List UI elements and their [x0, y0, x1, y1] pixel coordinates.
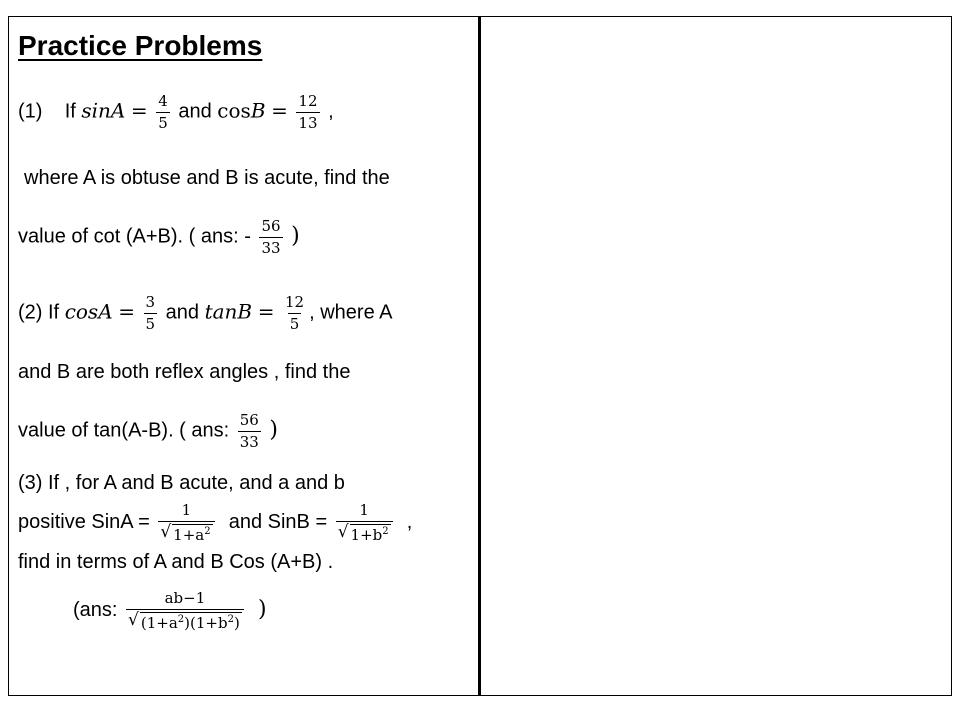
equals-sign: = — [130, 98, 148, 123]
fraction-1-over-sqrt-1-plus-a2: 1 √ $1+a^2$ — [158, 502, 214, 543]
problem-1-line-1 — [18, 93, 334, 131]
problem-2-line-3: value of tan(A-B). ( ans: $\frac{56}{33}$ ) — [18, 411, 279, 451]
fraction-4-5: $\frac{4}{5}$ — [158, 92, 168, 132]
problem-1-line-2: where A is obtuse and B is acute, find the — [24, 167, 390, 189]
problem-1-number: (1) — [18, 100, 43, 123]
page-title: Practice Problems — [18, 30, 263, 61]
and-word: and — [178, 100, 212, 123]
problem-3-line-1: (3) If , for A and B acute, and a and b — [18, 472, 345, 494]
fraction-12-5: $\frac{12}{5}$ — [285, 293, 305, 333]
fraction-1-over-sqrt-1-plus-b2: 1 √ $1+b^2$ — [336, 502, 393, 543]
b-symbol: B — [250, 98, 266, 123]
answer-fraction-56-33: $\frac{56}{33}$ — [261, 217, 281, 257]
problem-1-if: If — [64, 100, 76, 123]
problem-2-line-2: and B are both reflex angles , find the — [18, 361, 351, 383]
fraction-12-13: $\frac{12}{13}$ — [298, 92, 318, 132]
cos-a-symbol: cosA — [64, 299, 113, 324]
problem-1-line-3: value of cot (A+B). ( ans: - $\frac{56}{33}$ ) — [18, 217, 300, 257]
problem-3-answer: (ans: ab−1 √ $(1+a^2)(1+b^2)$ ) — [73, 589, 267, 632]
sin-a-symbol: sinA — [81, 98, 126, 123]
comma: , — [328, 100, 334, 123]
tan-b-symbol: tanB — [204, 299, 253, 324]
equals-sign: = — [271, 98, 288, 123]
problem-2-line-1: (2) If cosA = $\frac{3}{5}$ and tanB = $\frac{12}{5}$ , where A — [18, 293, 393, 333]
answer-fraction-56-33: $\frac{56}{33}$ — [239, 411, 259, 451]
problem-3-line-2: positive SinA = 1 √ $1+a^2$ and SinB = 1 √ $1+b^2$ , — [18, 501, 413, 544]
answer-fraction-ab-minus-1: ab−1 √ $(1+a^2)(1+b^2)$ — [126, 590, 244, 631]
cos-symbol: cos — [217, 98, 251, 123]
column-divider — [478, 16, 481, 696]
problem-3-line-3: find in terms of A and B Cos (A+B) . — [18, 551, 334, 573]
fraction-3-5: $\frac{3}{5}$ — [145, 293, 156, 333]
